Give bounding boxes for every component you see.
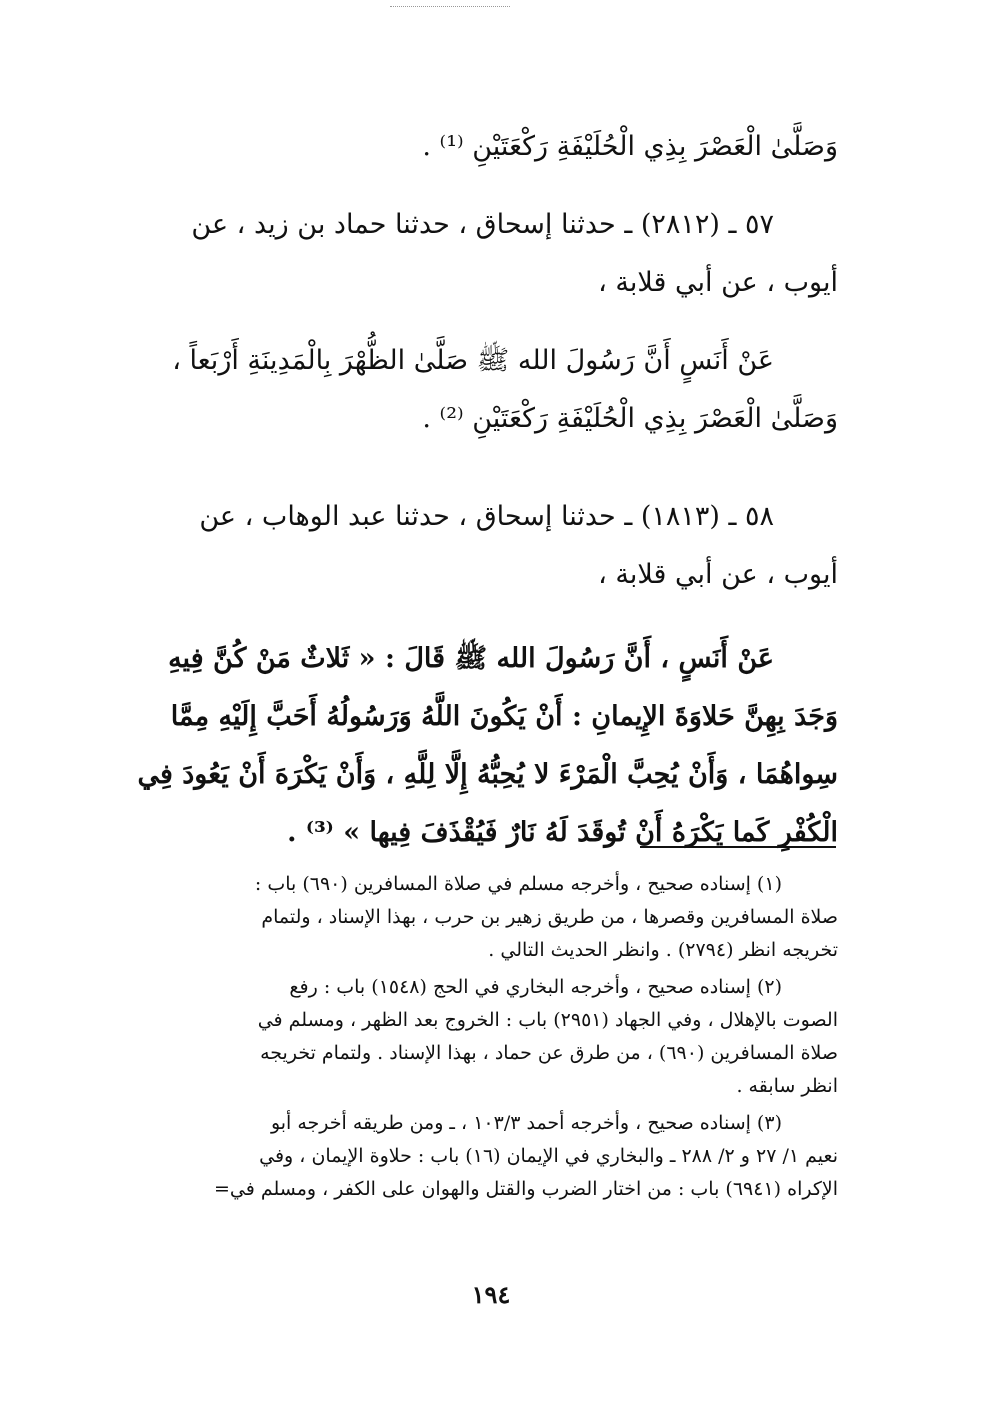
footnote-1 [138, 868, 838, 967]
hadith-58-matn-line-1: عَنْ أَنَسٍ ، أَنَّ رَسُولَ الله ﷺ قَالَ : « ثَلاثٌ مَنْ كُنَّ فِيهِ [168, 643, 774, 674]
hadith-57-isnad-line-1: ٥٧ ـ (٢٨١٢) ـ حدثنا إسحاق ، حدثنا حماد بن زيد ، عن [191, 209, 774, 240]
hadith-57-isnad-line-2: أيوب ، عن أبي قلابة ، [598, 267, 838, 298]
footnote-separator [640, 846, 836, 848]
footnote-2 [138, 971, 838, 1103]
footnote-line: (١) إسناده صحيح ، وأخرجه مسلم في صلاة المسافرين (٦٩٠) باب : [254, 873, 782, 895]
footnote-line: الصوت بالإهلال ، وفي الجهاد (٢٩٥١) باب : الخروج بعد الظهر ، ومسلم في [257, 1009, 838, 1031]
hadith-58-matn-line-2: وَجَدَ بِهِنَّ حَلاوَةَ الإِيمانِ : أَنْ يَكُونَ اللَّهُ وَرَسُولُهُ أَحَبَّ إِلَيْهِ مِمَّا [170, 701, 838, 732]
footnote-line: (٣) إسناده صحيح ، وأخرجه أحمد ١٠٣/٣ ، ـ ومن طريقه أخرجه أبو [270, 1112, 782, 1134]
footnote-line: صلاة المسافرين (٦٩٠) ، من طرق عن حماد ، بهذا الإسناد . ولتمام تخريجه [260, 1042, 838, 1064]
hadith-58-matn-line-3: سِواهُمَا ، وَأَنْ يُحِبَّ الْمَرْءَ لا يُحِبُّهُ إِلَّا لِلَّهِ ، وَأَنْ يَكْرَهَ أَنْ يَعُودَ فِي [137, 759, 838, 790]
footnotes [138, 868, 838, 1206]
footnote-line: تخريجه انظر (٢٧٩٤) . وانظر الحديث التالي . [488, 939, 838, 961]
page-number: ١٩٤ [471, 1280, 511, 1309]
footnote-line: انظر سابقه . [736, 1075, 838, 1097]
page-body [138, 118, 838, 862]
top-rule [390, 6, 510, 7]
footnote-3 [138, 1107, 838, 1206]
footnote-line: نعيم ١/ ٢٧ و ٢/ ٢٨٨ ـ والبخاري في الإيمان (١٦) باب : حلاوة الإيمان ، وفي [259, 1145, 838, 1167]
hadith-58-isnad-line-1: ٥٨ ـ (١٨١٣) ـ حدثنا إسحاق ، حدثنا عبد الوهاب ، عن [199, 501, 774, 532]
hadith-56-continuation: وَصَلَّىٰ الْعَصْرَ بِذِي الْحُلَيْفَةِ رَكْعَتَيْنِ ⁽¹⁾ . [422, 131, 838, 162]
hadith-58-isnad-line-2: أيوب ، عن أبي قلابة ، [598, 559, 838, 590]
hadith-58-matn-line-4: الْكُفْرِ كَما يَكْرَهُ أَنْ تُوقَدَ لَهُ نَارٌ فَيُقْذَفَ فِيها » ⁽³⁾ . [287, 817, 838, 848]
footnote-line: الإكراه (٦٩٤١) باب : من اختار الضرب والقتل والهوان على الكفر ، ومسلم في= [213, 1178, 838, 1200]
hadith-57-matn-line-2: وَصَلَّىٰ الْعَصْرَ بِذِي الْحُلَيْفَةِ رَكْعَتَيْنِ ⁽²⁾ . [422, 403, 838, 434]
hadith-57-matn-line-1: عَنْ أَنَسٍ أَنَّ رَسُولَ الله ﷺ صَلَّىٰ الظُّهْرَ بِالْمَدِينَةِ أَرْبَعاً ، [172, 345, 774, 376]
footnote-line: صلاة المسافرين وقصرها ، من طريق زهير بن حرب ، بهذا الإسناد ، ولتمام [261, 906, 838, 928]
footnote-line: (٢) إسناده صحيح ، وأخرجه البخاري في الحج (١٥٤٨) باب : رفع [289, 976, 782, 998]
